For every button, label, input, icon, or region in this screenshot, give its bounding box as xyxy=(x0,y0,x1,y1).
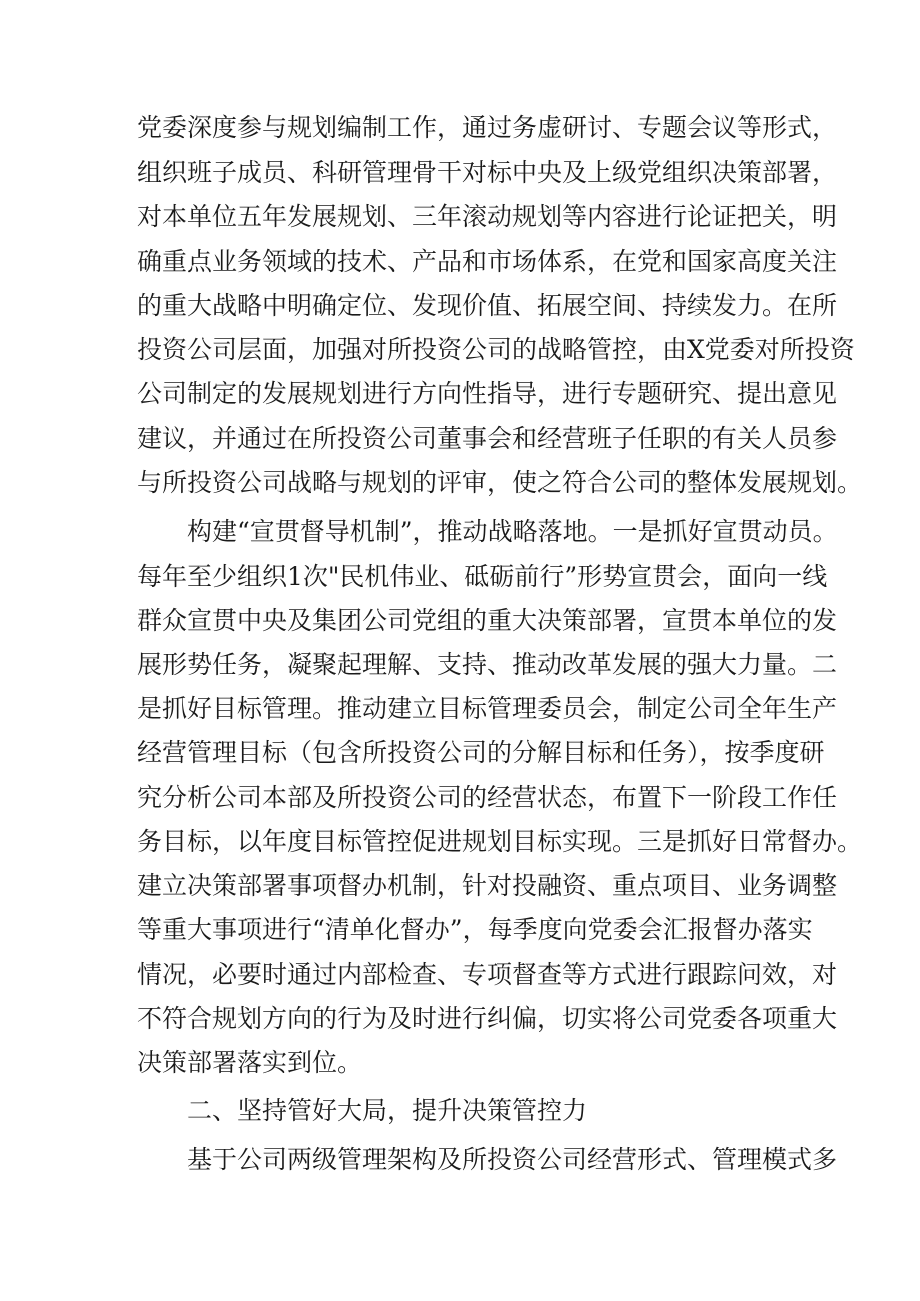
paragraph-1-line-7: 公司制定的发展规划进行方向性指导，进行专题研究、提出意见 xyxy=(137,379,838,408)
section-heading: 二、坚持管好大局，提升决策管控力 xyxy=(187,1096,588,1125)
paragraph-2-line-10: 等重大事项进行“清单化督办”，每季度向党委会汇报督办落实 xyxy=(137,915,813,944)
paragraph-1-line-3: 对本单位五年发展规划、三年滚动规划等内容进行论证把关，明 xyxy=(137,202,838,231)
paragraph-1-line-8: 建议，并通过在所投资公司董事会和经营班子任职的有关人员参 xyxy=(137,424,838,453)
paragraph-1-line-4: 确重点业务领域的技术、产品和市场体系，在党和国家高度关注 xyxy=(137,247,838,276)
paragraph-2-line-11: 情况，必要时通过内部检查、专项督查等方式进行跟踪问效，对 xyxy=(137,960,838,989)
paragraph-1-line-5: 的重大战略中明确定位、发现价值、拓展空间、持续发力。在所 xyxy=(137,291,838,320)
paragraph-2-line-6: 经营管理目标（包含所投资公司的分解目标和任务），按季度研 xyxy=(137,738,825,767)
paragraph-2-line-5: 是抓好目标管理。推动建立目标管理委员会，制定公司全年生产 xyxy=(137,694,838,723)
paragraph-2-line-8: 务目标，以年度目标管控促进规划目标实现。三是抓好日常督办。 xyxy=(137,827,863,856)
paragraph-1-line-9: 与所投资公司战略与规划的评审，使之符合公司的整体发展规划。 xyxy=(137,468,863,497)
paragraph-2-line-9: 建立决策部署事项督办机制，针对投融资、重点项目、业务调整 xyxy=(137,871,838,900)
paragraph-1-line-6: 投资公司层面，加强对所投资公司的战略管控，由X党委对所投资 xyxy=(137,335,855,364)
paragraph-3-line-1: 基于公司两级管理架构及所投资公司经营形式、管理模式多 xyxy=(187,1145,838,1174)
paragraph-2-line-7: 究分析公司本部及所投资公司的经营状态，布置下一阶段工作任 xyxy=(137,783,838,812)
paragraph-2-line-12: 不符合规划方向的行为及时进行纠偏，切实将公司党委各项重大 xyxy=(137,1004,838,1033)
paragraph-1-line-1: 党委深度参与规划编制工作，通过务虚研讨、专题会议等形式， xyxy=(137,113,838,142)
paragraph-2-line-3: 群众宣贯中央及集团公司党组的重大决策部署，宣贯本单位的发 xyxy=(137,606,838,635)
paragraph-2-line-4: 展形势任务，凝聚起理解、支持、推动改革发展的强大力量。二 xyxy=(137,650,838,679)
paragraph-2-line-2: 每年至少组织1次"民机伟业、砥砺前行”形势宣贯会，面向一线 xyxy=(137,562,828,591)
paragraph-2-line-1: 构建“宣贯督导机制”，推动战略落地。一是抓好宣贯动员。 xyxy=(187,517,838,546)
paragraph-2-line-13: 决策部署落实到位。 xyxy=(137,1048,363,1077)
paragraph-1-line-2: 组织班子成员、科研管理骨干对标中央及上级党组织决策部署， xyxy=(137,158,838,187)
